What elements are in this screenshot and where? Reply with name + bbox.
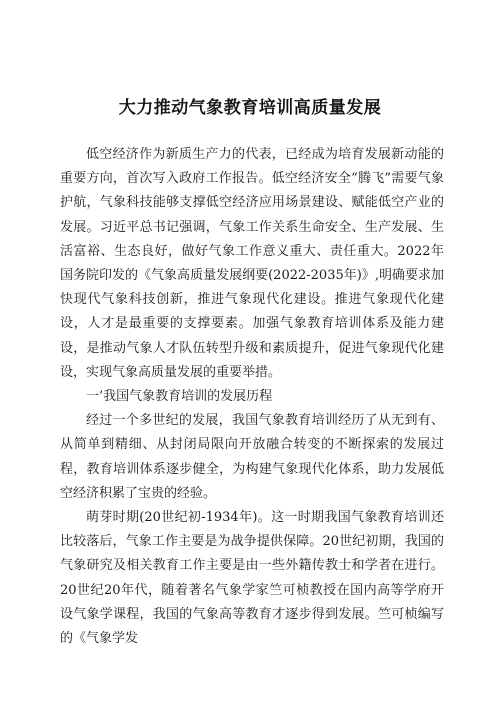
document-title: 大力推动气象教育培训高质量发展: [118, 98, 382, 118]
sprout-period-paragraph: 萌芽时期(20世纪初-1934年)。这一时期我国气象教育培训还比较落后，气象工作主要是为战争提供保障。20世纪初期，我国的气象研究及相关教育工作主要是由一些外籍传教士和学者在进行。20世纪20年代，随着著名气象学家竺可桢教授在国内高等学府开设气象学课程，我国的气象高等教育才逐步得到发展。竺可桢编写的《气象学发: [60, 510, 444, 647]
history-overview-paragraph: 经过一个多世纪的发展，我国气象教育培训经历了从无到有、从简单到精细、从封闭局限向开放融合转变的不断探索的发展过程，教育培训体系逐步健全，为构建气象现代化体系，助力发展低空经济积累了宝贵的经验。: [60, 413, 444, 501]
intro-paragraph: 低空经济作为新质生产力的代表，已经成为培育发展新动能的重要方向，首次写入政府工作报告。低空经济安全“腾飞”需要气象护航，气象科技能够支撑低空经济应用场景建设、赋能低空产业的发展。习近平总书记强调，气象工作关系生命安全、生产发展、生活富裕、生态良好，做好气象工作意义重大、责任重大。2022年国务院印发的《气象高质量发展纲要(2022-2035年)》,明确要求加快现代气象科技创新，推进气象现代化建设。推进气象现代化建设，人才是最重要的支撑要素。加强气象教育培训体系及能力建设，是推动气象人才队伍转型升级和素质提升，促进气象现代化建设，实现气象高质量发展的重要举措。: [60, 147, 444, 380]
document-body: [60, 143, 444, 651]
section-heading: 一’我国气象教育培训的发展历程: [86, 389, 273, 405]
